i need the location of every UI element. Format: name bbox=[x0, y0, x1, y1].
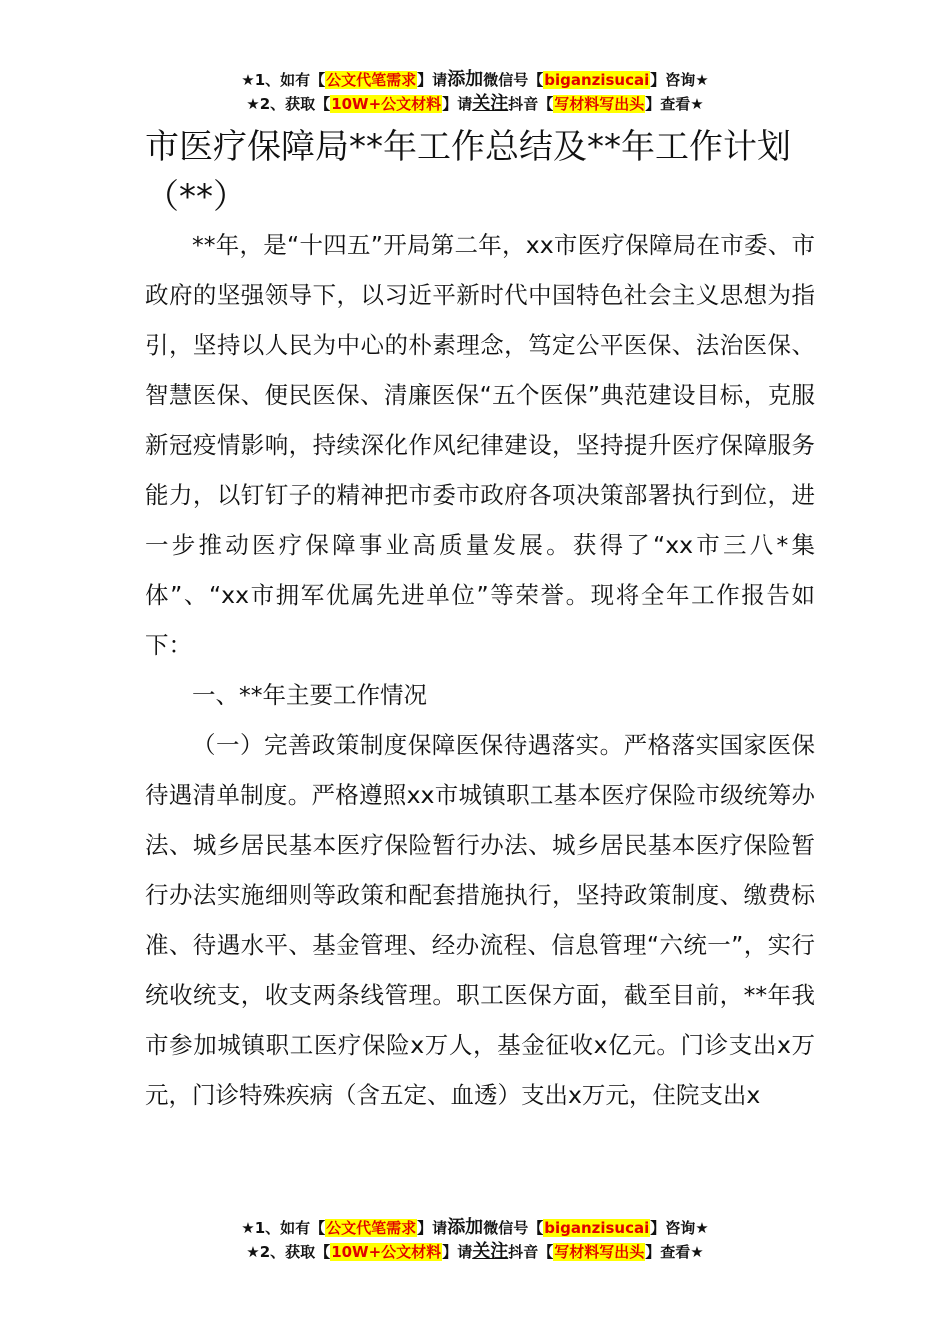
banner-text: ★1、如有【 bbox=[241, 71, 326, 89]
banner-line-2 bbox=[0, 92, 950, 116]
banner-text: 】咨询★ bbox=[650, 1219, 709, 1237]
banner-text: 】咨询★ bbox=[650, 71, 709, 89]
highlight-wechat-id: biganzisucai bbox=[544, 1219, 650, 1237]
banner-text-emphasis: 添加 bbox=[447, 1217, 484, 1238]
banner-text-emphasis: 关注 bbox=[472, 93, 509, 114]
banner-text: 微信号【 bbox=[483, 1219, 544, 1237]
banner-text: 】请 bbox=[442, 95, 473, 113]
banner-text: 抖音【 bbox=[508, 95, 554, 113]
banner-line-1 bbox=[0, 1216, 950, 1240]
highlight-materials: 10W+公文材料 bbox=[331, 95, 442, 113]
intro-paragraph: **年，是“十四五”开局第二年，xx市医疗保障局在市委、市政府的坚强领导下，以习近平新时代中国特色社会主义思想为指引，坚持以人民为中心的朴素理念，笃定公平医保、法治医保、智慧医保、便民医保、清廉医保“五个医保”典范建设目标，克服新冠疫情影响，持续深化作风纪律建设，坚持提升医疗保障服务能力，以钉钉子的精神把市委市政府各项决策部署执行到位，进一步推动医疗保障事业高质量发展。获得了“xx市三八*集体”、“xx市拥军优属先进单位”等荣誉。现将全年工作报告如下： bbox=[145, 231, 815, 659]
document-title: 市医疗保障局**年工作总结及**年工作计划（**） bbox=[145, 127, 791, 217]
body-paragraph: （一）完善政策制度保障医保待遇落实。严格落实国家医保待遇清单制度。严格遵照xx市城镇职工基本医疗保险市级统筹办法、城乡居民基本医疗保险暂行办法、城乡居民基本医疗保险暂行办法实施细则等政策和配套措施执行，坚持政策制度、缴费标准、待遇水平、基金管理、经办流程、信息管理“六统一”，实行统收统支，收支两条线管理。职工医保方面，截至目前，**年我市参加城镇职工医疗保险x万人，基金征收x亿元。门诊支出x万元，门诊特殊疾病（含五定、血透）支出x万元，住院支出x bbox=[145, 731, 815, 1109]
banner-text-emphasis: 添加 bbox=[447, 69, 484, 90]
highlight-materials: 10W+公文材料 bbox=[331, 1243, 442, 1261]
banner-line-1 bbox=[0, 68, 950, 92]
highlight-douyin-account: 写材料写出头 bbox=[554, 95, 645, 113]
banner-text: ★1、如有【 bbox=[241, 1219, 326, 1237]
document-body bbox=[145, 220, 815, 1120]
banner-text: 】请 bbox=[417, 71, 448, 89]
banner-text: ★2、获取【 bbox=[246, 95, 331, 113]
highlight-service: 公文代笔需求 bbox=[326, 71, 417, 89]
section-heading: 一、**年主要工作情况 bbox=[192, 681, 427, 709]
highlight-service: 公文代笔需求 bbox=[326, 1219, 417, 1237]
banner-line-2 bbox=[0, 1240, 950, 1264]
banner-text: 】请 bbox=[442, 1243, 473, 1261]
banner-text: 抖音【 bbox=[508, 1243, 554, 1261]
banner-text: 】请 bbox=[417, 1219, 448, 1237]
banner-text: 微信号【 bbox=[483, 71, 544, 89]
banner-text-emphasis: 关注 bbox=[472, 1241, 509, 1262]
banner-text: 】查看★ bbox=[645, 1243, 704, 1261]
highlight-douyin-account: 写材料写出头 bbox=[554, 1243, 645, 1261]
header-banner bbox=[0, 68, 950, 116]
highlight-wechat-id: biganzisucai bbox=[544, 71, 650, 89]
footer-banner bbox=[0, 1216, 950, 1264]
banner-text: 】查看★ bbox=[645, 95, 704, 113]
banner-text: ★2、获取【 bbox=[246, 1243, 331, 1261]
